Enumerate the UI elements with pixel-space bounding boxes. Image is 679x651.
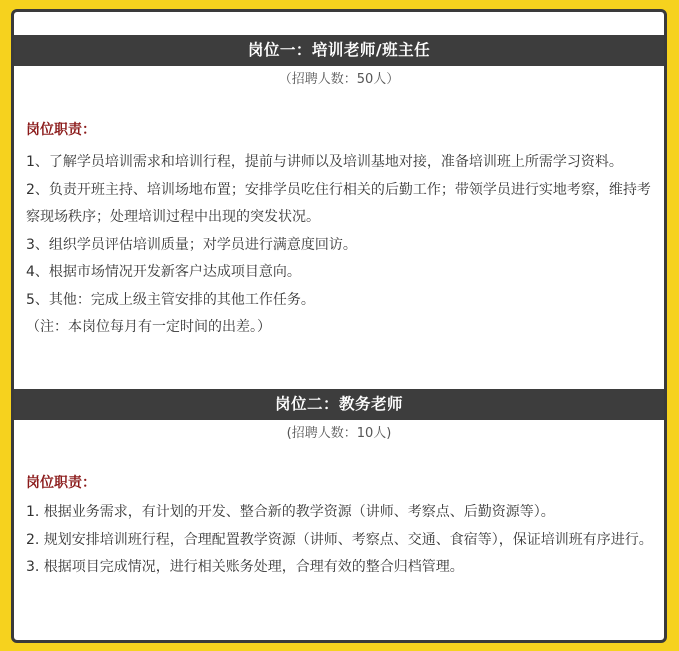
position-1-recruit-count: （招聘人数：50人） <box>278 72 400 87</box>
duty-item: 3. 根据项目完成情况，进行相关账务处理，合理有效的整合归档管理。 <box>26 559 464 575</box>
job-posting-card <box>11 9 667 643</box>
position-section-2 <box>14 389 664 582</box>
position-2-recruit-count: (招聘人数：10人) <box>286 426 392 441</box>
position-2-duties-title: 岗位职责： <box>26 475 96 491</box>
position-2-duties-list <box>14 499 664 582</box>
duty-item: 2. 规划安排培训班行程，合理配置教学资源（讲师、考察点、交通、食宿等），保证培训班有序进行。 <box>26 531 653 548</box>
duty-item: 5、其他：完成上级主管安排的其他工作任务。 <box>26 291 315 308</box>
position-2-title: 岗位二：教务老师 <box>14 389 664 420</box>
duty-item: 4、根据市场情况开发新客户达成项目意向。 <box>26 264 301 280</box>
position-1-title: 岗位一：培训老师/班主任 <box>14 35 664 66</box>
position-1-duties-list <box>14 149 664 342</box>
duty-item: 3、组织学员评估培训质量；对学员进行满意度回访。 <box>26 236 357 253</box>
duty-item: 1. 根据业务需求，有计划的开发、整合新的教学资源（讲师、考察点、后勤资源等）。 <box>26 504 555 520</box>
position-1-duties-title: 岗位职责： <box>26 122 96 138</box>
duty-item: 2、负责开班主持、培训场地布置；安排学员吃住行相关的后勤工作；带领学员进行实地考察，维持考察现场秩序；处理培训过程中出现的突发状况。 <box>26 181 651 225</box>
position-section-1 <box>14 35 664 342</box>
duty-item: 1、了解学员培训需求和培训行程，提前与讲师以及培训基地对接，准备培训班上所需学习资料。 <box>26 154 623 170</box>
duty-note: （注：本岗位每月有一定时间的出差。） <box>26 319 271 335</box>
